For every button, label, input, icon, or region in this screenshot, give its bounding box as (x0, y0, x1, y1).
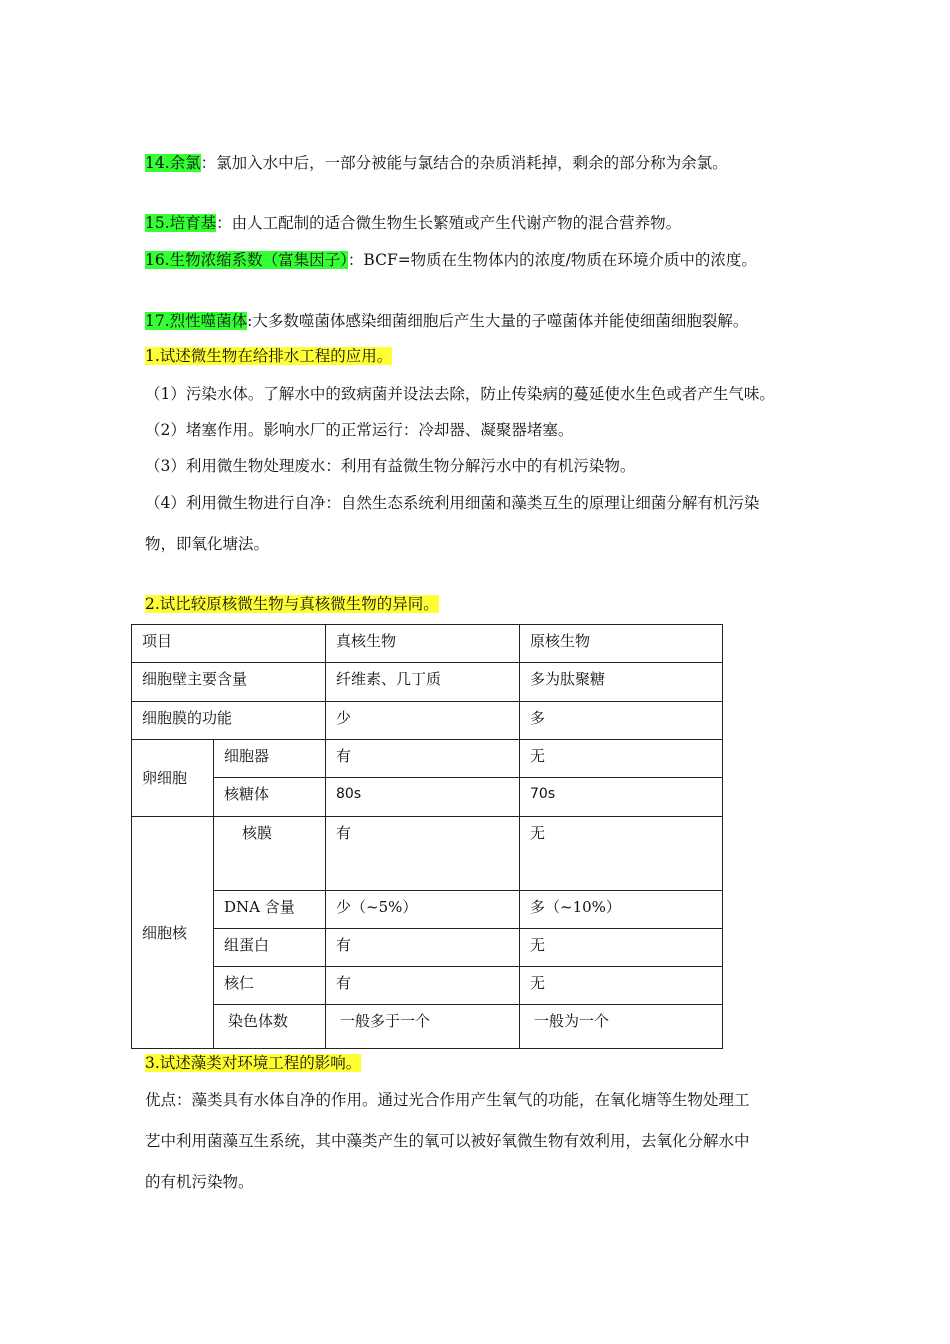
table-cell: 有 (326, 967, 520, 1005)
definition-14 (145, 152, 728, 174)
table-cell: 少（~5%） (326, 891, 520, 929)
table-group-label: 卵细胞 (132, 740, 214, 817)
table-row (132, 778, 723, 817)
table-row (132, 929, 723, 967)
table-cell: 细胞壁主要含量 (132, 663, 326, 702)
table-cell: 多为肽聚糖 (520, 663, 723, 702)
definition-term: 14.余氯 (145, 154, 201, 172)
table-cell: 70s (520, 778, 723, 817)
table-cell: 多（~10%） (520, 891, 723, 929)
table-cell: 一般多于一个 (326, 1005, 520, 1049)
definition-term: 16.生物浓缩系数（富集因子） (145, 251, 348, 269)
table-cell: 细胞膜的功能 (132, 702, 326, 740)
question-2-title (145, 593, 439, 615)
table-cell: 少 (326, 702, 520, 740)
question-1-item-2: （2）堵塞作用。影响水厂的正常运行：冷却器、凝聚器堵塞。 (145, 421, 574, 439)
question-1-item-4: （4）利用微生物进行自净：自然生态系统利用细菌和藻类互生的原理让细菌分解有机污染 (145, 494, 760, 512)
table-cell: 纤维素、几丁质 (326, 663, 520, 702)
question-3-title-text: 3.试述藻类对环境工程的影响。 (145, 1054, 362, 1072)
table-cell: 细胞器 (214, 740, 326, 778)
table-cell: 核糖体 (214, 778, 326, 817)
table-cell: 有 (326, 929, 520, 967)
table-row (132, 817, 723, 891)
definition-17 (145, 310, 748, 332)
table-group-label: 细胞核 (132, 817, 214, 1049)
table-row (132, 625, 723, 663)
table-row (132, 967, 723, 1005)
table-cell: 无 (520, 740, 723, 778)
definition-term: 15.培育基 (145, 214, 217, 232)
table-row (132, 891, 723, 929)
table-cell: 无 (520, 817, 723, 891)
question-1-title (145, 345, 392, 367)
table-header-cell: 项目 (132, 625, 326, 663)
comparison-table (131, 624, 723, 1049)
table-row (132, 740, 723, 778)
table-header-cell: 原核生物 (520, 625, 723, 663)
question-3-line-1: 优点：藻类具有水体自净的作用。通过光合作用产生氧气的功能，在氧化塘等生物处理工 (145, 1091, 750, 1109)
table-cell: 染色体数 (214, 1005, 326, 1049)
question-3-line-3: 的有机污染物。 (145, 1173, 254, 1191)
definition-text: ：由人工配制的适合微生物生长繁殖或产生代谢产物的混合营养物。 (216, 214, 682, 232)
table-cell: 有 (326, 740, 520, 778)
table-header-cell: 真核生物 (326, 625, 520, 663)
definition-15 (145, 212, 681, 234)
question-1-title-text: 1.试述微生物在给排水工程的应用。 (145, 347, 393, 365)
definition-16 (145, 249, 757, 271)
table-cell: 多 (520, 702, 723, 740)
table-cell: 核仁 (214, 967, 326, 1005)
question-1-item-4-cont: 物，即氧化塘法。 (145, 535, 270, 553)
table-cell: DNA 含量 (214, 891, 326, 929)
table-cell: 有 (326, 817, 520, 891)
table-cell: 一般为一个 (520, 1005, 723, 1049)
definition-text: :大多数噬菌体感染细菌细胞后产生大量的子噬菌体并能使细菌细胞裂解。 (247, 312, 749, 330)
table-cell: 无 (520, 929, 723, 967)
table-cell: 组蛋白 (214, 929, 326, 967)
table-cell: 无 (520, 967, 723, 1005)
table-row (132, 702, 723, 740)
table-row (132, 663, 723, 702)
question-1-item-1: （1）污染水体。了解水中的致病菌并设法去除，防止传染病的蔓延使水生色或者产生气味。 (145, 385, 775, 403)
table-row (132, 1005, 723, 1049)
table-cell: 核膜 (214, 817, 326, 891)
question-2-title-text: 2.试比较原核微生物与真核微生物的异同。 (145, 595, 439, 613)
question-3-line-2: 艺中利用菌藻互生系统，其中藻类产生的氧可以被好氧微生物有效利用，去氧化分解水中 (145, 1132, 750, 1150)
definition-text: ：BCF=物质在生物体内的浓度/物质在环境介质中的浓度。 (347, 251, 757, 269)
definition-term: 17.烈性噬菌体 (145, 312, 248, 330)
question-3-title (145, 1052, 361, 1074)
table-cell: 80s (326, 778, 520, 817)
definition-text: ：氯加入水中后，一部分被能与氯结合的杂质消耗掉，剩余的部分称为余氯。 (200, 154, 728, 172)
question-1-item-3: （3）利用微生物处理废水：利用有益微生物分解污水中的有机污染物。 (145, 457, 636, 475)
